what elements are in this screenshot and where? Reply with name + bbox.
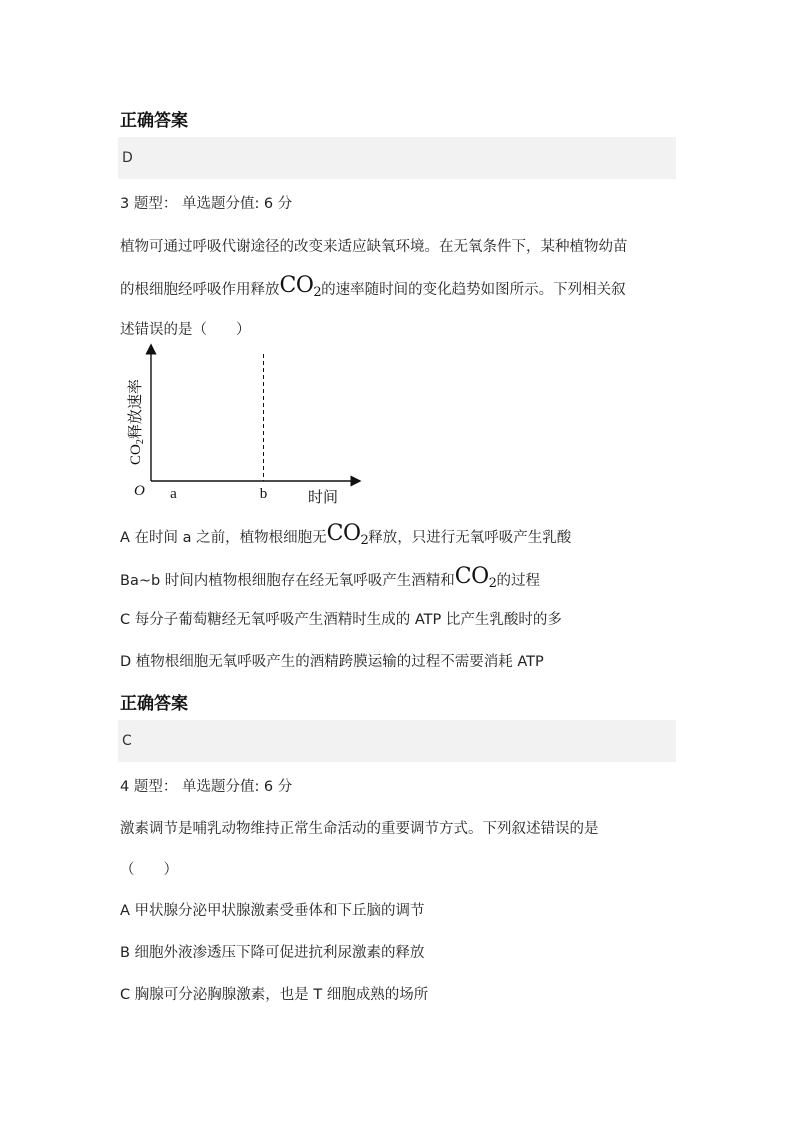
answer-value: D <box>122 150 133 166</box>
co2-rate-chart <box>118 343 368 513</box>
answer-value: C <box>122 733 132 749</box>
question-header: 4 题型： 单选题分值: 6 分 <box>120 779 293 795</box>
option-a[interactable]: A 在时间 a 之前，植物根细胞无$CO_2$释放，只进行无氧呼吸产生乳酸 <box>120 521 572 548</box>
option-d[interactable]: D 植物根细胞无氧呼吸产生的酒精跨膜运输的过程不需要消耗 ATP <box>120 654 544 670</box>
question-stem-line <box>120 273 626 300</box>
question-header: 3 题型： 单选题分值: 6 分 <box>120 196 293 212</box>
option-a[interactable]: A 甲状腺分泌甲状腺激素受垂体和下丘脑的调节 <box>120 903 425 919</box>
co2-formula: $CO_2$ <box>454 564 497 591</box>
question-stem-line: 植物可通过呼吸代谢途径的改变来适应缺氧环境。在无氧条件下，某种植物幼苗 <box>120 239 628 255</box>
x-axis-label: 时间 <box>308 490 339 506</box>
question-stem-line: （ ） <box>120 862 178 878</box>
option-c[interactable]: C 胸腺可分泌胸腺激素，也是 T 细胞成熟的场所 <box>120 987 429 1003</box>
option-c[interactable]: C 每分子葡萄糖经无氧呼吸产生酒精时生成的 ATP 比产生乳酸时的多 <box>120 612 562 628</box>
co2-formula: $CO_2$ <box>279 273 322 300</box>
origin-label: O <box>134 483 145 499</box>
stem-text: 的速率随时间的变化趋势如图所示。下列相关叙 <box>321 282 626 298</box>
co2-formula: $CO_2$ <box>326 521 369 548</box>
tick-label-a: a <box>170 486 177 502</box>
y-axis-label: $CO_2$释放速率 <box>128 379 146 465</box>
stem-text: 的根细胞经呼吸作用释放 <box>120 282 280 298</box>
option-b[interactable]: Ba~b 时间内植物根细胞存在经无氧呼吸产生酒精和$CO_2$的过程 <box>120 564 540 591</box>
tick-label-b: b <box>259 486 268 502</box>
answer-heading: 正确答案 <box>120 111 188 131</box>
answer-box <box>118 720 676 762</box>
answer-box <box>118 137 676 179</box>
answer-heading: 正确答案 <box>120 694 188 714</box>
question-stem-line: 激素调节是哺乳动物维持正常生命活动的重要调节方式。下列叙述错误的是 <box>120 821 599 837</box>
question-stem-line: 述错误的是（ ） <box>120 322 251 338</box>
option-b[interactable]: B 细胞外液渗透压下降可促进抗利尿激素的释放 <box>120 945 425 961</box>
